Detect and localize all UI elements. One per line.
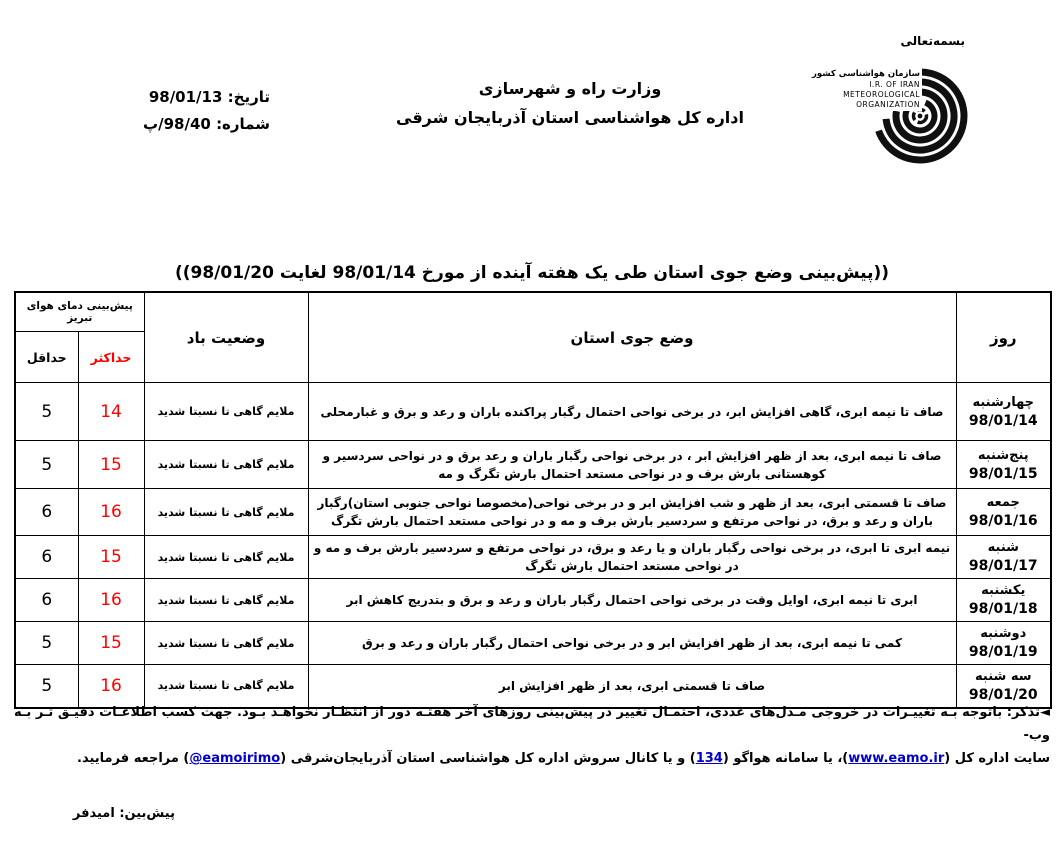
doc-number-line (80, 111, 270, 138)
weather-cell: صاف تا قسمتی ابری، بعد از ظهر افزایش ابر (308, 665, 956, 708)
day-date: 98/01/18 (968, 601, 1038, 617)
day-date: 98/01/16 (968, 513, 1038, 529)
max-temp-cell: 16 (78, 579, 144, 622)
basmala-text: بسمه‌تعالی (900, 34, 965, 48)
soroush-channel-link[interactable]: @eamoirimo (189, 751, 281, 766)
day-date: 98/01/20 (968, 686, 1038, 703)
col-header-day: روز (956, 292, 1051, 383)
day-name: جمعه (986, 495, 1020, 510)
day-cell (956, 489, 1051, 536)
day-cell (956, 579, 1051, 622)
weather-cell: صاف تا نیمه ابری، بعد از ظهر افزایش ابر ، در برخی نواحی رگبار باران و رعد برق و در نواحی سردسیر و کوهستانی بارش برف و در نواحی مستعد احتمال بارش تگرگ و مه (308, 441, 956, 489)
forecast-table (14, 291, 1052, 709)
day-name: پنج‌شنبه (977, 447, 1029, 463)
min-temp-cell: 5 (15, 441, 78, 489)
header-row-1 (15, 292, 1051, 332)
logo-org-en-3: ORGANIZATION (856, 100, 920, 109)
document-meta (80, 84, 270, 138)
weather-cell: کمی تا نیمه ابری، بعد از ظهر افزایش ابر و در برخی نواحی احتمال رگبار باران و رعد و برق (308, 622, 956, 665)
footer-seg4: ) مراجعه فرمایید. (77, 751, 190, 766)
footer-seg3: ) و یا کانال سروش اداره کل هواشناسی استان آذربایجان‌شرقی ( (280, 751, 696, 766)
col-header-wind: وضعیت باد (144, 292, 308, 383)
col-header-min: حداقل (15, 332, 78, 383)
forecaster-signature: پیش‌بین: امیدفر (72, 806, 175, 821)
footer-seg2: )، یا سامانه هواگو ( (722, 751, 849, 766)
day-date: 98/01/15 (968, 465, 1038, 482)
wind-cell: ملایم گاهی تا نسبتا شدید (144, 383, 308, 441)
logo-org-en-1: I.R. OF IRAN (869, 80, 920, 89)
forecast-table-wrapper (14, 291, 1052, 709)
forecast-row-wednesday (15, 383, 1051, 441)
weather-cell: صاف تا قسمتی ابری، بعد از ظهر و شب افزایش ابر و در برخی نواحی(مخصوصا نواحی جنوبی استان)رگبار باران و رعد و برق، در نواحی مرتفع و سردسیر بارش برف و مه و در نواحی مستعد احتمال بارش تگرگ (308, 489, 956, 536)
col-header-max: حداکثر (78, 332, 144, 383)
weather-cell: ابری تا نیمه ابری، اوایل وقت در برخی نواحی احتمال رگبار باران و رعد و برق و بتدریج کاهش ابر (308, 579, 956, 622)
wind-cell: ملایم گاهی تا نسبتا شدید (144, 536, 308, 579)
forecast-row-thursday (15, 441, 1051, 489)
doc-date-line (80, 84, 270, 111)
day-cell (956, 622, 1051, 665)
logo-org-en-2: METEOROLOGICAL (843, 90, 920, 99)
wind-cell: ملایم گاهی تا نسبتا شدید (144, 489, 308, 536)
day-name: سه شنبه (975, 668, 1032, 684)
day-date: 98/01/14 (968, 412, 1038, 429)
col-header-weather: وضع جوی استان (308, 292, 956, 383)
max-temp-cell: 15 (78, 441, 144, 489)
min-temp-cell: 6 (15, 489, 78, 536)
wind-cell: ملایم گاهی تا نسبتا شدید (144, 665, 308, 708)
min-temp-cell: 5 (15, 383, 78, 441)
col-header-temp-group: پیش‌بینی دمای هوای تبریز (15, 292, 144, 332)
havago-134-link[interactable]: 134 (695, 751, 723, 766)
logo-caption (810, 68, 922, 111)
logo-org-fa: سازمان هواشناسی کشور (811, 69, 920, 79)
min-temp-cell: 5 (15, 622, 78, 665)
department-name: اداره کل هواشناسی استان آذربایجان شرقی (396, 108, 744, 127)
weather-cell: نیمه ابری تا ابری، در برخی نواحی رگبار باران و یا رعد و برق، در نواحی مرتفع و سردسیر بارش برف و مه و در نواحی مستعد احتمال بارش تگرگ (308, 536, 956, 579)
day-date: 98/01/19 (968, 644, 1038, 660)
forecast-row-saturday (15, 536, 1051, 579)
wind-cell: ملایم گاهی تا نسبتا شدید (144, 441, 308, 489)
footer-seg1: سایت اداره کل ( (944, 751, 1050, 766)
number-label: شماره: (216, 115, 270, 133)
day-cell (956, 536, 1051, 579)
wind-cell: ملایم گاهی تا نسبتا شدید (144, 579, 308, 622)
number-value: 98/40/پ (143, 115, 211, 133)
website-link[interactable]: www.eamo.ir (848, 751, 945, 766)
forecast-row-monday (15, 622, 1051, 665)
footer-note-line2 (14, 747, 1050, 770)
day-name: شنبه (987, 540, 1019, 555)
irimo-logo (811, 56, 968, 170)
max-temp-cell: 16 (78, 665, 144, 708)
forecast-row-sunday (15, 579, 1051, 622)
max-temp-cell: 15 (78, 622, 144, 665)
max-temp-cell: 15 (78, 536, 144, 579)
letterhead (372, 74, 768, 132)
date-value: 98/01/13 (148, 88, 223, 106)
wind-cell: ملایم گاهی تا نسبتا شدید (144, 622, 308, 665)
day-name: دوشنبه (980, 626, 1027, 641)
day-cell (956, 383, 1051, 441)
day-name: چهارشنبه (972, 394, 1035, 410)
min-temp-cell: 6 (15, 579, 78, 622)
forecast-row-friday (15, 489, 1051, 536)
ministry-name: وزارت راه و شهرسازی (478, 79, 662, 98)
footer-note-line1: ◄تذکر: باتوجه بـه تغییـرات در خروجی مـدل‌های عددی، احتمـال تغییر در پیش‌بینی روزهای آخر هفتـه دور از انتظـار نخواهـد بـود. جهت کسب اطلاعـات دقیـق تـر بـه وب- (14, 705, 1050, 743)
footer-note (14, 701, 1050, 770)
max-temp-cell: 16 (78, 489, 144, 536)
day-cell (956, 441, 1051, 489)
day-date: 98/01/17 (968, 558, 1038, 574)
date-label: تاریخ: (227, 88, 270, 106)
forecast-title: ((پیش‌بینی وضع جوی استان طی یک هفته آینده از مورخ 98/01/14 لغایت 98/01/20)) (174, 263, 890, 283)
min-temp-cell: 6 (15, 536, 78, 579)
day-name: یکشنبه (981, 583, 1026, 598)
min-temp-cell: 5 (15, 665, 78, 708)
max-temp-cell: 14 (78, 383, 144, 441)
weather-cell: صاف تا نیمه ابری، گاهی افزایش ابر، در برخی نواحی احتمال رگبار پراکنده باران و رعد و برق و غبارمحلی (308, 383, 956, 441)
